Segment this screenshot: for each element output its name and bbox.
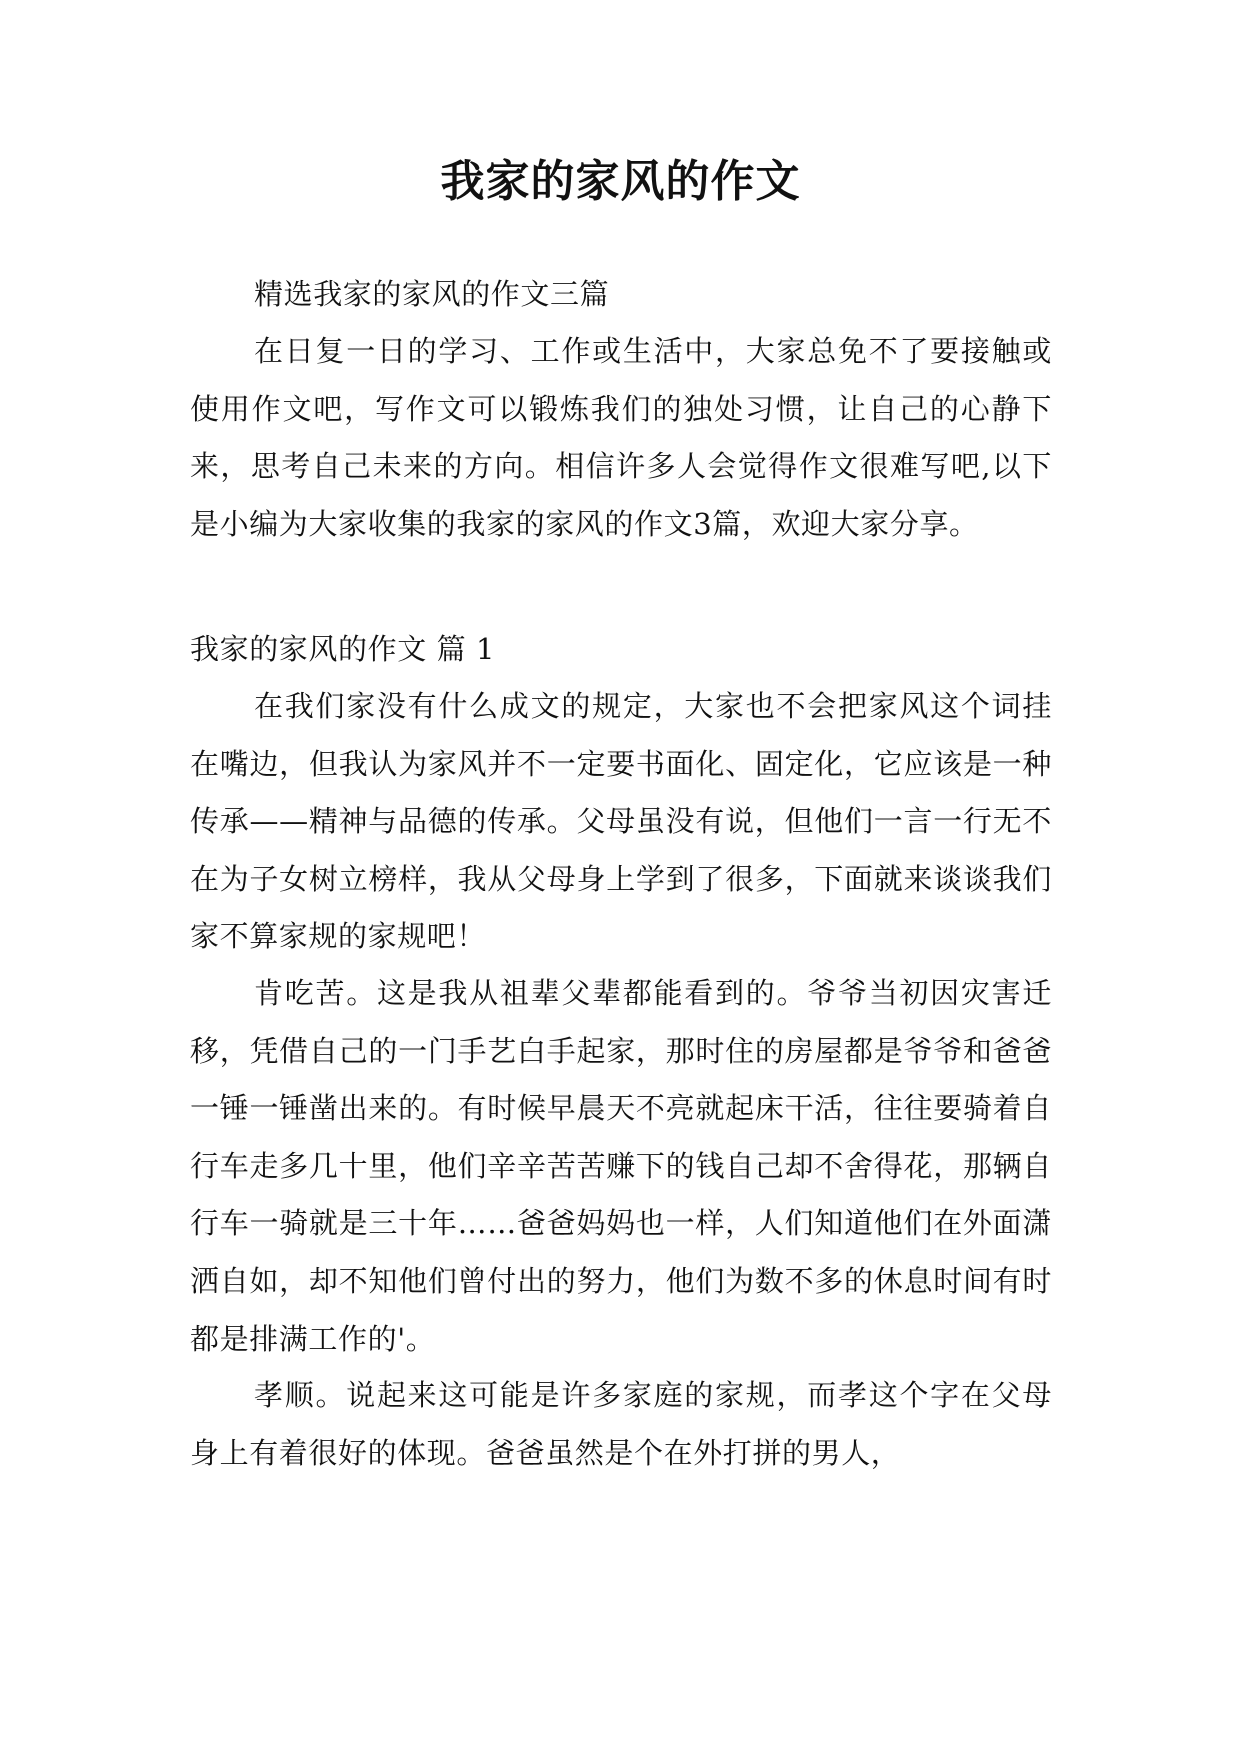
page-title: 我家的家风的作文 — [440, 156, 801, 207]
subtitle: 精选我家的家风的作文三篇 — [254, 277, 610, 311]
section-paragraph-3: 孝顺。说起来这可能是许多家庭的家规，而孝这个字在父母身上有着很好的体现。爸爸虽然是个在外打拼的男人， — [190, 1378, 1052, 1470]
section-heading: 我家的家风的作文 篇 1 — [190, 632, 496, 666]
section-paragraph-1: 在我们家没有什么成文的规定，大家也不会把家风这个词挂在嘴边，但我认为家风并不一定要书面化、固定化，它应该是一种传承——精神与品德的传承。父母虽没有说，但他们一言一行无不在为子女树立榜样，我从父母身上学到了很多，下面就来谈谈我们家不算家规的家规吧！ — [190, 689, 1052, 954]
intro-paragraph: 在日复一日的学习、工作或生活中，大家总免不了要接触或使用作文吧，写作文可以锻炼我们的独处习惯，让自己的心静下来，思考自己未来的方向。相信许多人会觉得作文很难写吧,以下是小编为大家收集的我家的家风的作文3篇，欢迎大家分享。 — [190, 334, 1052, 541]
section-paragraph-2: 肯吃苦。这是我从祖辈父辈都能看到的。爷爷当初因灾害迁移，凭借自己的一门手艺白手起家，那时住的房屋都是爷爷和爸爸一锤一锤凿出来的。有时候早晨天不亮就起床干活，往往要骑着自行车走多几十里，他们辛辛苦苦赚下的钱自己却不舍得花，那辆自行车一骑就是三十年……爸爸妈妈也一样，人们知道他们在外面潇洒自如，却不知他们曾付出的努力，他们为数不多的休息时间有时都是排满工作的'。 — [190, 976, 1052, 1356]
